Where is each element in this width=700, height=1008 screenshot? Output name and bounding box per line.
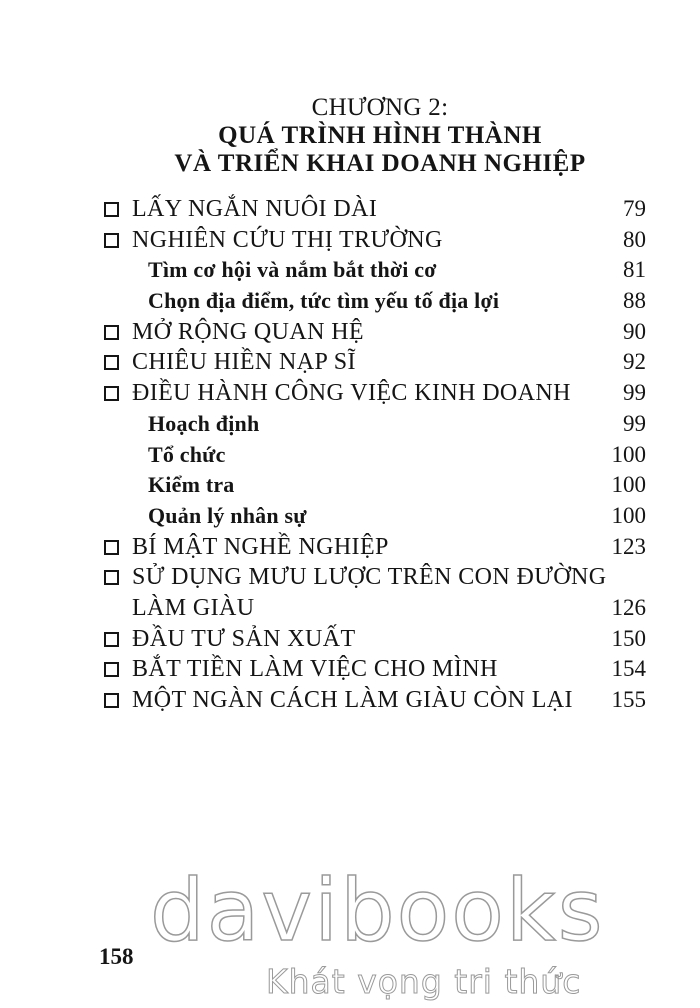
checkbox-icon — [104, 662, 119, 677]
toc-entry-label: ĐẦU TƯ SẢN XUẤT — [132, 625, 356, 652]
checkbox-icon — [104, 632, 119, 647]
toc-entry[interactable] — [100, 562, 646, 593]
toc-entry-label: NGHIÊN CỨU THỊ TRƯỜNG — [132, 226, 443, 253]
toc-entry[interactable] — [100, 685, 646, 716]
toc-entry[interactable] — [100, 225, 646, 256]
chapter-title-line1: QUÁ TRÌNH HÌNH THÀNH — [218, 122, 542, 149]
watermark-tagline: Khát vọng tri thức — [266, 962, 582, 1001]
toc-entry-label: BÍ MẬT NGHỀ NGHIỆP — [132, 533, 389, 560]
checkbox-icon — [104, 386, 119, 401]
checkbox-icon — [104, 693, 119, 708]
toc-subentry[interactable] — [100, 286, 646, 317]
toc-subentry-label: Tìm cơ hội và nắm bắt thời cơ — [148, 257, 437, 283]
toc-subentry[interactable] — [100, 501, 646, 532]
toc-entry-page: 88 — [623, 288, 646, 314]
toc-entry-page: 92 — [623, 349, 646, 375]
toc-subentry-label: Hoạch định — [148, 410, 260, 436]
toc-entry-page: 155 — [611, 687, 646, 712]
toc-subentry[interactable] — [100, 255, 646, 286]
toc-entry-page: 100 — [611, 472, 646, 498]
checkbox-icon — [104, 355, 119, 370]
toc-entry-page: 100 — [611, 441, 646, 467]
toc-entry-continuation[interactable] — [100, 593, 646, 624]
toc-entry-page: 123 — [611, 533, 646, 559]
toc-entry-label: MỞ RỘNG QUAN HỆ — [132, 318, 364, 345]
toc-entry-label: ĐIỀU HÀNH CÔNG VIỆC KINH DOANH — [132, 380, 571, 407]
toc-subentry-label: Chọn địa điểm, tức tìm yếu tố địa lợi — [148, 288, 500, 314]
toc-entry-page: 150 — [611, 625, 646, 651]
toc-subentry-label: Tổ chức — [148, 441, 226, 467]
toc-subentry[interactable] — [100, 470, 646, 501]
watermark-brand: davibooks — [150, 861, 605, 961]
toc-entry-page: 90 — [623, 318, 646, 344]
toc-subentry[interactable] — [100, 440, 646, 471]
toc-entry-label: SỬ DỤNG MƯU LƯỢC TRÊN CON ĐƯỜNG — [132, 564, 607, 591]
toc-entry[interactable] — [100, 654, 646, 685]
table-of-contents — [100, 194, 646, 716]
toc-entry-label: CHIÊU HIỀN NẠP SĨ — [132, 349, 356, 376]
toc-entry[interactable] — [100, 347, 646, 378]
chapter-label: CHƯƠNG 2: — [311, 94, 449, 121]
toc-entry-label: LẤY NGẮN NUÔI DÀI — [132, 196, 378, 222]
toc-entry-label: LÀM GIÀU — [132, 594, 255, 621]
toc-entry-page: 99 — [623, 380, 646, 406]
toc-entry-page: 154 — [611, 656, 646, 682]
toc-entry[interactable] — [100, 532, 646, 563]
toc-entry-page: 126 — [611, 594, 646, 620]
toc-subentry-label: Kiểm tra — [148, 472, 235, 498]
checkbox-icon — [104, 233, 119, 248]
toc-entry-page: 99 — [623, 410, 646, 436]
toc-entry-page: 80 — [623, 226, 646, 252]
checkbox-icon — [104, 570, 119, 585]
chapter-title-line2: VÀ TRIỂN KHAI DOANH NGHIỆP — [174, 150, 586, 177]
toc-entry-label: BẮT TIỀN LÀM VIỆC CHO MÌNH — [132, 656, 498, 683]
toc-entry-page: 100 — [611, 502, 646, 528]
toc-entry[interactable] — [100, 378, 646, 409]
checkbox-icon — [104, 325, 119, 340]
checkbox-icon — [104, 202, 119, 217]
toc-entry[interactable] — [100, 194, 646, 225]
toc-entry-page: 81 — [623, 257, 646, 283]
toc-entry[interactable] — [100, 624, 646, 655]
toc-subentry-label: Quản lý nhân sự — [148, 502, 307, 528]
page-number: 158 — [99, 944, 134, 969]
checkbox-icon — [104, 540, 119, 555]
toc-subentry[interactable] — [100, 409, 646, 440]
toc-entry-label: MỘT NGÀN CÁCH LÀM GIÀU CÒN LẠI — [132, 687, 573, 713]
toc-entry[interactable] — [100, 317, 646, 348]
toc-entry-page: 79 — [623, 196, 646, 221]
